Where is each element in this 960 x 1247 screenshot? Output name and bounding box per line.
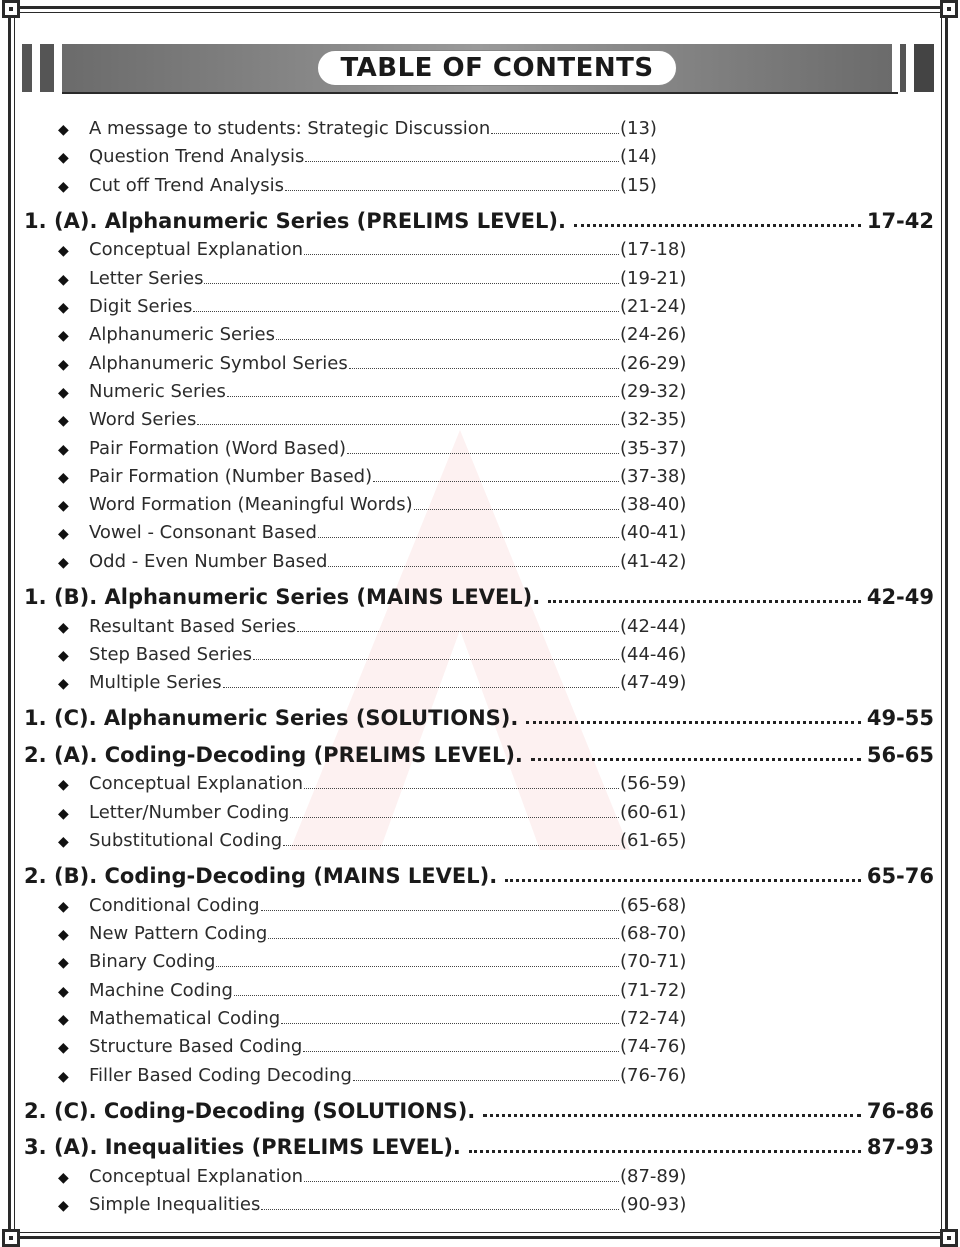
subitem-pages: (42-44)	[620, 615, 687, 637]
toc-subitem	[58, 1166, 960, 1187]
subitem-pages: (19-21)	[620, 267, 687, 289]
diamond-bullet-icon: ◆	[58, 328, 69, 345]
subitem-label: Question Trend Analysis	[89, 146, 305, 168]
dot-leader	[505, 878, 861, 882]
diamond-bullet-icon: ◆	[58, 1012, 69, 1028]
dot-leader	[253, 658, 619, 660]
toc-subitem	[58, 466, 960, 487]
subitem-label: Digit Series	[89, 296, 193, 317]
diamond-bullet-icon: ◆	[58, 1068, 69, 1085]
toc-subitem	[58, 1008, 960, 1029]
subitem-pages: (56-59)	[620, 773, 687, 795]
subitem-label: Filler Based Coding Decoding	[89, 1064, 352, 1086]
subitem-label: Letter Series	[89, 267, 204, 289]
subitem-pages: (87-89)	[620, 1165, 687, 1187]
toc-section-heading	[24, 209, 934, 233]
section-number: 1.	[24, 585, 47, 609]
dot-leader	[204, 282, 619, 284]
dot-leader	[297, 630, 619, 632]
diamond-bullet-icon: ◆	[58, 469, 69, 486]
section-title: . Coding-Decoding (MAINS LEVEL).	[89, 864, 498, 889]
dot-leader	[304, 1180, 619, 1182]
subitem-label: Conceptual Explanation	[89, 1165, 304, 1187]
diamond-bullet-icon: ◆	[58, 1040, 69, 1057]
subitem-label: Odd - Even Number Based	[89, 550, 328, 572]
toc-subitem	[58, 522, 960, 543]
section-number: 1.	[24, 208, 47, 233]
section-title: . Coding-Decoding (SOLUTIONS).	[88, 1098, 476, 1123]
dot-leader	[305, 160, 619, 162]
diamond-bullet-icon: ◆	[58, 983, 69, 1000]
dot-leader	[283, 844, 619, 846]
dot-leader	[304, 787, 619, 789]
dot-leader	[281, 1022, 619, 1024]
subitem-pages: (32-35)	[620, 409, 687, 431]
diamond-bullet-icon: ◆	[58, 413, 69, 430]
subitem-label: Substitutional Coding	[89, 830, 283, 851]
dot-leader	[414, 508, 619, 510]
diamond-bullet-icon: ◆	[58, 1169, 69, 1186]
subitem-label: Cut off Trend Analysis	[89, 174, 285, 196]
subitem-label: Multiple Series	[89, 672, 222, 694]
toc-section-heading	[24, 1135, 934, 1159]
subitem-pages: (44-46)	[620, 643, 687, 665]
diamond-bullet-icon: ◆	[58, 955, 69, 972]
section-number: 1.	[24, 706, 47, 731]
toc-section-heading	[24, 864, 934, 888]
section-part: (B)	[54, 864, 90, 889]
subitem-pages: (41-42)	[620, 550, 687, 572]
toc-subitem	[58, 1036, 960, 1057]
section-pages: 76-86	[866, 1098, 934, 1123]
toc-subitem	[58, 324, 960, 345]
subitem-pages: (74-76)	[620, 1036, 687, 1058]
subitem-pages: (90-93)	[620, 1194, 687, 1216]
subitem-pages: (70-71)	[620, 951, 687, 973]
dot-leader	[349, 367, 619, 369]
subitem-label: Letter/Number Coding	[89, 801, 290, 823]
toc-subitem	[58, 773, 960, 794]
dot-leader	[526, 720, 860, 724]
subitem-label: Numeric Series	[89, 380, 226, 402]
dot-leader	[290, 816, 619, 818]
dot-leader	[268, 937, 619, 939]
toc-subitem	[58, 175, 960, 196]
toc-subitem	[58, 353, 960, 374]
dot-leader	[276, 338, 619, 340]
page-title: TABLE OF CONTENTS	[317, 50, 677, 86]
dot-leader	[227, 395, 619, 397]
section-title: . Coding-Decoding (PRELIMS LEVEL).	[89, 742, 523, 767]
subitem-label: Conditional Coding	[89, 894, 260, 916]
subitem-label: New Pattern Coding	[89, 923, 268, 945]
diamond-bullet-icon: ◆	[58, 271, 69, 288]
toc-section-heading	[24, 706, 934, 730]
toc-subitem	[58, 409, 960, 430]
section-number: 2.	[24, 742, 47, 767]
section-part: (A)	[54, 742, 90, 767]
diamond-bullet-icon: ◆	[58, 441, 69, 458]
toc-subitem	[58, 1065, 960, 1086]
dot-leader	[261, 1208, 619, 1210]
section-title: . Alphanumeric Series (MAINS LEVEL).	[89, 585, 541, 609]
subitem-pages: (60-61)	[620, 801, 687, 823]
diamond-bullet-icon: ◆	[58, 526, 69, 543]
subitem-label: Alphanumeric Symbol Series	[89, 352, 348, 374]
subitem-pages: (24-26)	[620, 324, 687, 346]
subitem-label: Word Series	[89, 409, 197, 431]
subitem-label: Resultant Based Series	[89, 615, 297, 637]
subitem-label: A message to students: Strategic Discussion	[89, 118, 491, 139]
toc-subitem	[58, 296, 960, 317]
subitem-pages: (15)	[620, 174, 657, 196]
toc-subitem	[58, 951, 960, 972]
diamond-bullet-icon: ◆	[58, 356, 69, 373]
subitem-pages: (71-72)	[620, 979, 687, 1001]
dot-leader	[216, 965, 619, 967]
toc-subitem	[58, 268, 960, 289]
dot-leader	[197, 423, 619, 425]
dot-leader	[373, 480, 619, 482]
section-part: (C)	[54, 706, 89, 731]
section-pages: 17-42	[866, 208, 934, 233]
dot-leader	[347, 452, 619, 454]
diamond-bullet-icon: ◆	[58, 927, 69, 944]
diamond-bullet-icon: ◆	[58, 178, 69, 195]
section-pages: 87-93	[866, 1135, 934, 1160]
dot-leader	[328, 565, 619, 567]
diamond-bullet-icon: ◆	[58, 1198, 69, 1215]
subitem-pages: (26-29)	[620, 352, 687, 374]
diamond-bullet-icon: ◆	[58, 676, 69, 693]
diamond-bullet-icon: ◆	[58, 834, 69, 850]
toc-section-heading	[24, 1099, 934, 1123]
section-part: (A)	[54, 1135, 90, 1160]
diamond-bullet-icon: ◆	[58, 805, 69, 822]
section-title: . Alphanumeric Series (PRELIMS LEVEL).	[89, 208, 566, 233]
toc-subitem	[58, 438, 960, 459]
toc-subitem	[58, 923, 960, 944]
section-part: (B)	[54, 585, 90, 609]
subitem-label: Alphanumeric Series	[89, 324, 275, 346]
diamond-bullet-icon: ◆	[58, 122, 69, 138]
dot-leader	[223, 686, 619, 688]
toc-subitem	[58, 980, 960, 1001]
toc-subitem	[58, 494, 960, 515]
subitem-label: Mathematical Coding	[89, 1008, 281, 1029]
subitem-pages: (17-18)	[620, 239, 687, 261]
subitem-label: Simple Inequalities	[89, 1194, 261, 1216]
diamond-bullet-icon: ◆	[58, 554, 69, 571]
subitem-pages: (38-40)	[620, 494, 687, 516]
subitem-pages: (40-41)	[620, 522, 687, 544]
toc-subitem	[58, 672, 960, 693]
dot-leader	[469, 1149, 861, 1153]
subitem-pages: (35-37)	[620, 437, 687, 459]
dot-leader	[304, 253, 619, 255]
subitem-label: Vowel - Consonant Based	[89, 522, 317, 544]
subitem-label: Binary Coding	[89, 951, 216, 973]
section-number: 3.	[24, 1135, 47, 1160]
toc-subitem	[58, 802, 960, 823]
diamond-bullet-icon: ◆	[58, 300, 69, 316]
toc-subitem	[58, 1194, 960, 1215]
subitem-pages: (72-74)	[620, 1008, 687, 1029]
section-pages: 49-55	[866, 706, 934, 731]
dot-leader	[261, 909, 620, 911]
toc-section-heading	[24, 743, 934, 767]
diamond-bullet-icon: ◆	[58, 898, 69, 915]
subitem-label: Conceptual Explanation	[89, 239, 304, 261]
diamond-bullet-icon: ◆	[58, 498, 69, 515]
toc-subitem	[58, 616, 960, 637]
dot-leader	[548, 599, 861, 603]
subitem-label: Word Formation (Meaningful Words)	[89, 494, 413, 516]
subitem-label: Pair Formation (Word Based)	[89, 437, 347, 459]
diamond-bullet-icon: ◆	[58, 619, 69, 636]
section-title: . Alphanumeric Series (SOLUTIONS).	[88, 706, 519, 731]
dot-leader	[353, 1079, 619, 1081]
dot-leader	[574, 223, 861, 227]
dot-leader	[483, 1113, 861, 1117]
toc-section-heading	[24, 585, 934, 609]
dot-leader	[303, 1050, 619, 1052]
section-part: (A)	[54, 208, 90, 233]
subitem-label: Step Based Series	[89, 643, 253, 665]
dot-leader	[285, 189, 619, 191]
diamond-bullet-icon: ◆	[58, 777, 69, 794]
dot-leader	[193, 310, 619, 312]
toc-subitem	[58, 830, 960, 851]
dot-leader	[531, 757, 861, 761]
diamond-bullet-icon: ◆	[58, 384, 69, 401]
diamond-bullet-icon: ◆	[58, 150, 69, 167]
section-number: 2.	[24, 1098, 47, 1123]
subitem-label: Conceptual Explanation	[89, 773, 304, 795]
diamond-bullet-icon: ◆	[58, 243, 69, 260]
section-title: . Inequalities (PRELIMS LEVEL).	[89, 1135, 461, 1160]
toc-subitem	[58, 239, 960, 260]
subitem-pages: (29-32)	[620, 380, 687, 402]
subitem-label: Pair Formation (Number Based)	[89, 465, 373, 487]
diamond-bullet-icon: ◆	[58, 647, 69, 664]
subitem-pages: (61-65)	[620, 830, 687, 851]
section-pages: 42-49	[866, 585, 934, 609]
toc-subitem	[58, 644, 960, 665]
toc-subitem	[58, 381, 960, 402]
section-number: 2.	[24, 864, 47, 889]
section-pages: 65-76	[866, 864, 934, 889]
section-part: (C)	[54, 1098, 89, 1123]
toc-subitem	[58, 895, 960, 916]
dot-leader	[491, 132, 619, 134]
dot-leader	[318, 536, 619, 538]
subitem-pages: (13)	[620, 118, 657, 139]
subitem-pages: (37-38)	[620, 465, 687, 487]
subitem-pages: (14)	[620, 146, 657, 168]
subitem-label: Structure Based Coding	[89, 1036, 303, 1058]
subitem-pages: (76-76)	[620, 1064, 687, 1086]
subitem-label: Machine Coding	[89, 979, 233, 1001]
subitem-pages: (47-49)	[620, 672, 687, 694]
dot-leader	[234, 994, 619, 996]
section-pages: 56-65	[866, 742, 934, 767]
subitem-pages: (21-24)	[620, 296, 687, 317]
subitem-pages: (68-70)	[620, 923, 687, 945]
toc-subitem	[58, 118, 960, 139]
toc-subitem	[58, 146, 960, 167]
subitem-pages: (65-68)	[620, 894, 687, 916]
toc-subitem	[58, 551, 960, 572]
